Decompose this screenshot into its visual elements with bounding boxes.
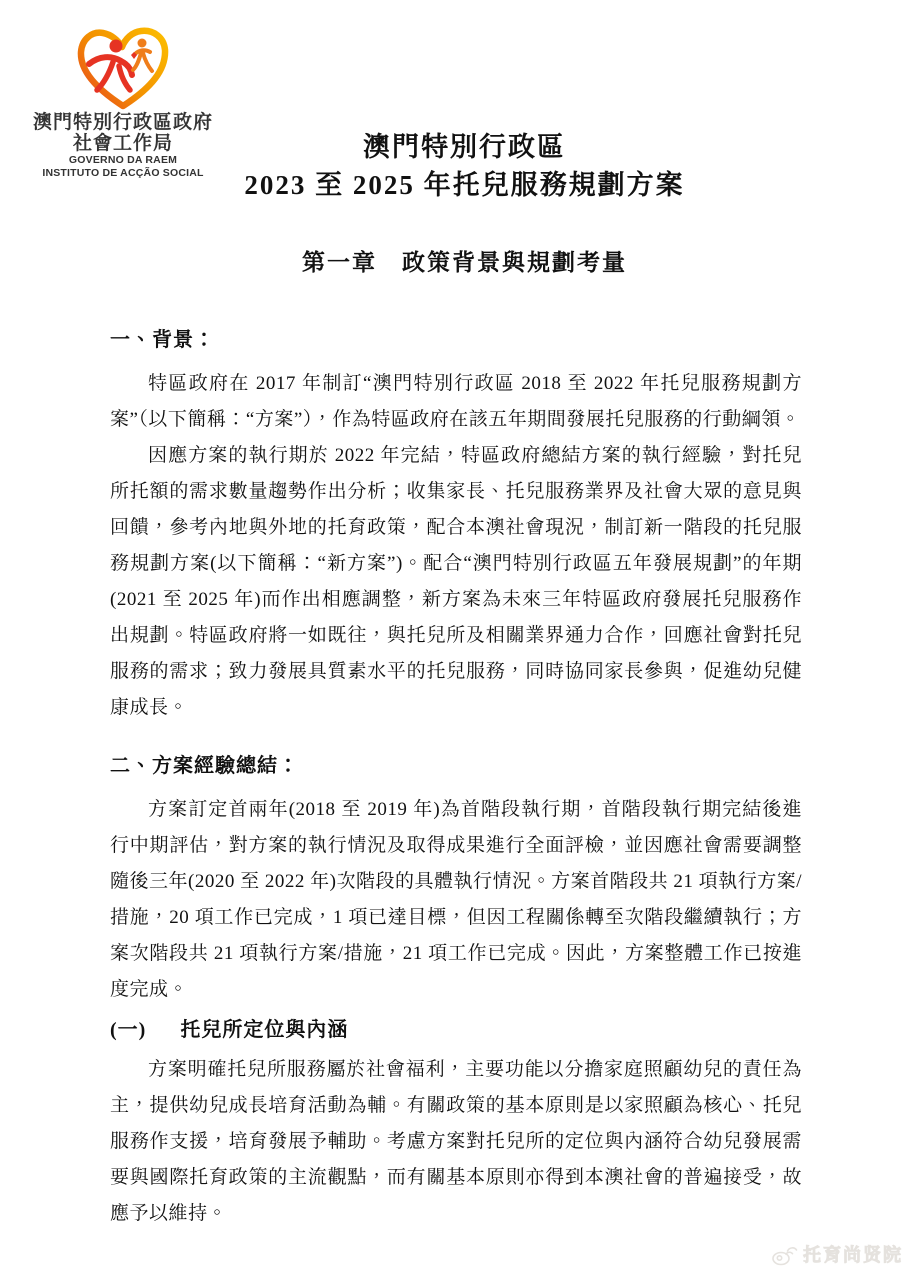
agency-name-zh-line2: 社會工作局 — [72, 133, 173, 154]
doc-title-line2: 2023 至 2025 年托兒服務規劃方案 — [244, 170, 685, 200]
section-1-paragraph-2: 因應方案的執行期於 2022 年完結，特區政府總結方案的執行經驗，對托兒所托額的需求數量趨勢作出分析；收集家長、托兒服務業界及社會大眾的意見與回饋，參考內地與外地的托育政策，配合本澳社會現況，制訂新一階段的托兒服務規劃方案(以下簡稱：“新方案”)。配合“澳門特別行政區五年發展規劃”的年期(2021 至 2025 年)而作出相應調整，新方案為未來三年特區政府發展托兒服務作出規劃。特區政府將一如既往，與托兒所及相關業界通力合作，回應社會對托兒服務的需求；致力發展具質素水平的托兒服務，同時協同家長參與，促進幼兒健康成長。 — [110, 445, 802, 718]
section-2-paragraph-1: 方案訂定首兩年(2018 至 2019 年)為首階段執行期，首階段執行期完結後進行中期評估，對方案的執行情況及取得成果進行全面評檢，並因應社會需要調整隨後三年(2020 至 2022 年)次階段的具體執行情況。方案首階段共 21 項執行方案/措施，20 項工作已完成，1 項已達目標，但因工程關係轉至次階段繼續執行；方案次階段共 21 項執行方案/措施，21 項工作已完成。因此，方案整體工作已按進度完成。 — [110, 799, 802, 1000]
agency-name-zh-line1: 澳門特別行政區政府 — [32, 112, 213, 133]
agency-name-pt-line2: INSTITUTO DE ACÇÃO SOCIAL — [42, 166, 204, 179]
subsection-1-paragraph-1: 方案明確托兒所服務屬於社會福利，主要功能以分擔家庭照顧幼兒的責任為主，提供幼兒成長培育活動為輔。有關政策的基本原則是以家照顧為核心、托兒服務作支援，培育發展予輔助。考慮方案對托兒所的定位與內涵符合幼兒發展需要與國際托育政策的主流觀點，而有關基本原則亦得到本澳社會的普遍接受，故應予以維持。 — [110, 1059, 802, 1224]
agency-name-pt-line1: GOVERNO DA RAEM — [68, 154, 178, 166]
weibo-icon — [771, 1243, 798, 1266]
watermark-label: 托育尚贤院 — [803, 1245, 903, 1265]
heart-figures-logo-icon — [75, 26, 171, 110]
subsection-1-title: 托兒所定位與內涵 — [180, 1019, 349, 1041]
document-body — [110, 322, 802, 1232]
section-1-heading: 一、背景： — [110, 329, 215, 351]
chapter-heading: 第一章 政策背景與規劃考量 — [302, 250, 627, 275]
section-1-paragraph-1: 特區政府在 2017 年制訂“澳門特別行政區 2018 至 2022 年托兒服務規劃方案”（以下簡稱：“方案”），作為特區政府在該五年期間發展托兒服務的行動綱領。 — [110, 373, 802, 430]
title-block — [0, 128, 911, 277]
section-2-heading: 二、方案經驗總結： — [110, 755, 299, 777]
doc-title-line1: 澳門特別行政區 — [363, 132, 566, 162]
subsection-1-heading — [110, 1012, 802, 1048]
subsection-1-label: (一) — [110, 1019, 147, 1041]
watermark — [771, 1241, 903, 1267]
